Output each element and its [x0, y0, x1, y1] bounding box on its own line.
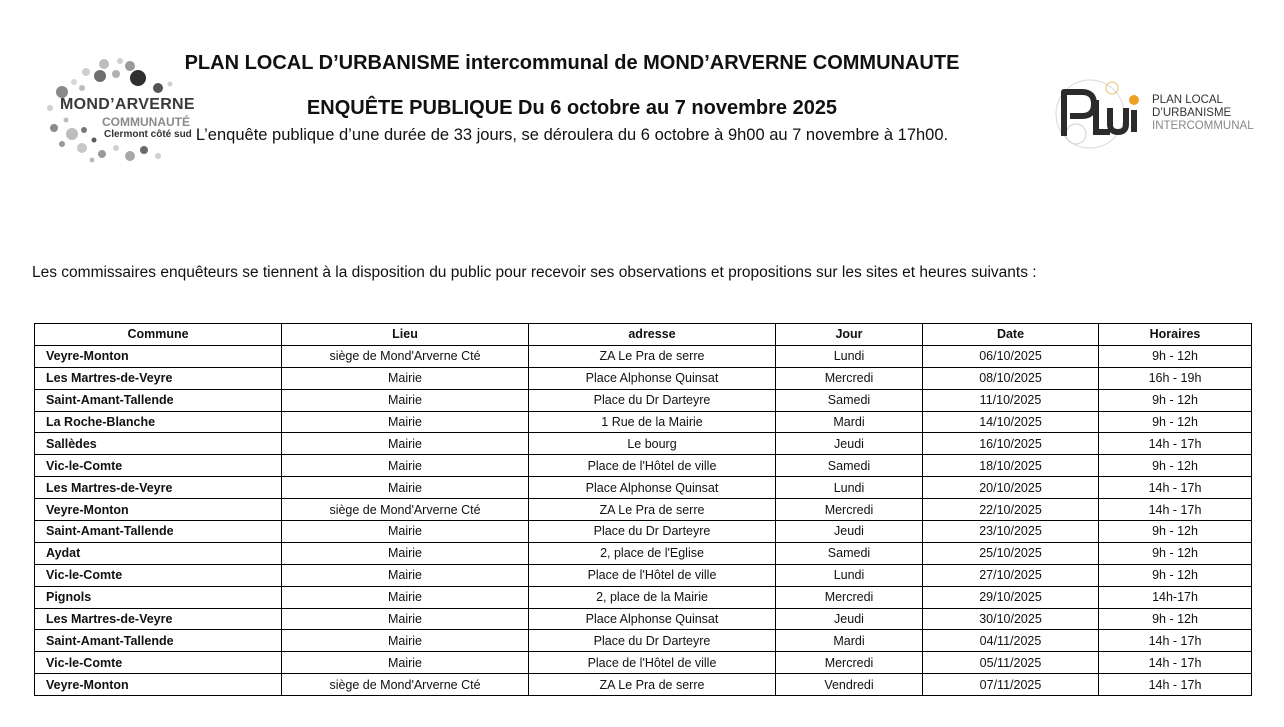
cell-horaires: 9h - 12h: [1099, 411, 1252, 433]
cell-adresse: Place Alphonse Quinsat: [529, 608, 776, 630]
cell-lieu: Mairie: [282, 411, 529, 433]
plui-logo: [1052, 74, 1277, 154]
plui-line3: INTERCOMMUNAL: [1152, 120, 1254, 132]
column-header-date: Date: [923, 324, 1099, 346]
plui-line2: D’URBANISME: [1152, 107, 1232, 119]
table-row: [35, 455, 1252, 477]
table-row: [35, 674, 1252, 696]
cell-jour: Jeudi: [776, 433, 923, 455]
cell-adresse: 2, place de l'Eglise: [529, 542, 776, 564]
column-header-jour: Jour: [776, 324, 923, 346]
cell-commune: Saint-Amant-Tallende: [35, 389, 282, 411]
cell-commune: Saint-Amant-Tallende: [35, 521, 282, 543]
cell-lieu: siège de Mond'Arverne Cté: [282, 674, 529, 696]
cell-adresse: 2, place de la Mairie: [529, 586, 776, 608]
cell-lieu: Mairie: [282, 477, 529, 499]
table-row: [35, 652, 1252, 674]
cell-horaires: 16h - 19h: [1099, 367, 1252, 389]
cell-horaires: 9h - 12h: [1099, 542, 1252, 564]
cell-date: 20/10/2025: [923, 477, 1099, 499]
cell-commune: Veyre-Monton: [35, 345, 282, 367]
cell-horaires: 14h - 17h: [1099, 652, 1252, 674]
cell-horaires: 9h - 12h: [1099, 455, 1252, 477]
cell-date: 14/10/2025: [923, 411, 1099, 433]
cell-adresse: ZA Le Pra de serre: [529, 674, 776, 696]
cell-commune: Vic-le-Comte: [35, 455, 282, 477]
cell-horaires: 14h - 17h: [1099, 499, 1252, 521]
cell-commune: Sallèdes: [35, 433, 282, 455]
intro-text: Les commissaires enquêteurs se tiennent à la disposition du public pour recevoir ses observations et propositions sur les sites et heures suivants :: [32, 264, 1037, 281]
table-body: [35, 345, 1252, 695]
cell-adresse: Place du Dr Darteyre: [529, 630, 776, 652]
table-row: [35, 433, 1252, 455]
cell-horaires: 14h - 17h: [1099, 477, 1252, 499]
cell-commune: Saint-Amant-Tallende: [35, 630, 282, 652]
cell-horaires: 14h - 17h: [1099, 674, 1252, 696]
cell-jour: Vendredi: [776, 674, 923, 696]
cell-commune: Les Martres-de-Veyre: [35, 367, 282, 389]
table-row: [35, 367, 1252, 389]
cell-date: 11/10/2025: [923, 389, 1099, 411]
cell-lieu: Mairie: [282, 455, 529, 477]
table-row: [35, 542, 1252, 564]
cell-jour: Jeudi: [776, 521, 923, 543]
cell-horaires: 14h-17h: [1099, 586, 1252, 608]
table-row: [35, 411, 1252, 433]
enquete-subtitle: L’enquête publique d’une durée de 33 jours, se déroulera du 6 octobre à 9h00 au 7 novembre à 17h00.: [195, 126, 949, 144]
cell-jour: Lundi: [776, 564, 923, 586]
cell-commune: Veyre-Monton: [35, 499, 282, 521]
cell-adresse: ZA Le Pra de serre: [529, 499, 776, 521]
column-header-horaires: Horaires: [1099, 324, 1252, 346]
cell-date: 30/10/2025: [923, 608, 1099, 630]
cell-commune: Veyre-Monton: [35, 674, 282, 696]
cell-lieu: Mairie: [282, 542, 529, 564]
cell-jour: Mardi: [776, 411, 923, 433]
cell-lieu: siège de Mond'Arverne Cté: [282, 345, 529, 367]
cell-lieu: siège de Mond'Arverne Cté: [282, 499, 529, 521]
column-header-adresse: adresse: [529, 324, 776, 346]
cell-jour: Mercredi: [776, 652, 923, 674]
cell-date: 05/11/2025: [923, 652, 1099, 674]
table-row: [35, 521, 1252, 543]
cell-date: 16/10/2025: [923, 433, 1099, 455]
cell-adresse: 1 Rue de la Mairie: [529, 411, 776, 433]
cell-date: 07/11/2025: [923, 674, 1099, 696]
cell-date: 22/10/2025: [923, 499, 1099, 521]
cell-horaires: 9h - 12h: [1099, 608, 1252, 630]
cell-horaires: 9h - 12h: [1099, 389, 1252, 411]
cell-date: 25/10/2025: [923, 542, 1099, 564]
plui-line1: PLAN LOCAL: [1152, 94, 1223, 106]
cell-adresse: ZA Le Pra de serre: [529, 345, 776, 367]
schedule-table: [34, 323, 1252, 696]
cell-jour: Samedi: [776, 389, 923, 411]
cell-adresse: Place de l'Hôtel de ville: [529, 652, 776, 674]
cell-jour: Jeudi: [776, 608, 923, 630]
cell-lieu: Mairie: [282, 652, 529, 674]
cell-lieu: Mairie: [282, 630, 529, 652]
cell-lieu: Mairie: [282, 586, 529, 608]
cell-jour: Samedi: [776, 455, 923, 477]
cell-horaires: 14h - 17h: [1099, 433, 1252, 455]
cell-date: 08/10/2025: [923, 367, 1099, 389]
cell-date: 06/10/2025: [923, 345, 1099, 367]
table-header: [35, 324, 1252, 346]
cell-adresse: Place Alphonse Quinsat: [529, 477, 776, 499]
table-row: [35, 630, 1252, 652]
cell-date: 04/11/2025: [923, 630, 1099, 652]
cell-adresse: Place de l'Hôtel de ville: [529, 455, 776, 477]
cell-lieu: Mairie: [282, 564, 529, 586]
table-row: [35, 564, 1252, 586]
cell-horaires: 9h - 12h: [1099, 521, 1252, 543]
cell-lieu: Mairie: [282, 389, 529, 411]
cell-jour: Mardi: [776, 630, 923, 652]
enquete-title: ENQUÊTE PUBLIQUE Du 6 octobre au 7 novembre 2025: [306, 97, 838, 119]
cell-jour: Samedi: [776, 542, 923, 564]
column-header-commune: Commune: [35, 324, 282, 346]
table-row: [35, 586, 1252, 608]
cell-commune: Les Martres-de-Veyre: [35, 608, 282, 630]
table-row: [35, 499, 1252, 521]
logo-name: MOND’ARVERNE: [60, 96, 195, 113]
cell-lieu: Mairie: [282, 367, 529, 389]
cell-commune: Vic-le-Comte: [35, 564, 282, 586]
cell-lieu: Mairie: [282, 433, 529, 455]
cell-adresse: Place du Dr Darteyre: [529, 521, 776, 543]
cell-adresse: Place Alphonse Quinsat: [529, 367, 776, 389]
table-row: [35, 477, 1252, 499]
cell-date: 23/10/2025: [923, 521, 1099, 543]
cell-adresse: Place du Dr Darteyre: [529, 389, 776, 411]
table-row: [35, 345, 1252, 367]
cell-horaires: 9h - 12h: [1099, 564, 1252, 586]
logo-tagline: Clermont côté sud: [104, 129, 192, 140]
cell-commune: Les Martres-de-Veyre: [35, 477, 282, 499]
cell-horaires: 14h - 17h: [1099, 630, 1252, 652]
cell-lieu: Mairie: [282, 521, 529, 543]
table-row: [35, 389, 1252, 411]
cell-date: 29/10/2025: [923, 586, 1099, 608]
page-title: PLAN LOCAL D’URBANISME intercommunal de MOND’ARVERNE COMMUNAUTE: [184, 52, 960, 74]
cell-jour: Mercredi: [776, 586, 923, 608]
cell-adresse: Le bourg: [529, 433, 776, 455]
cell-jour: Mercredi: [776, 499, 923, 521]
table-row: [35, 608, 1252, 630]
cell-jour: Lundi: [776, 345, 923, 367]
column-header-lieu: Lieu: [282, 324, 529, 346]
cell-horaires: 9h - 12h: [1099, 345, 1252, 367]
plui-mark-icon: [1052, 74, 1152, 154]
cell-date: 18/10/2025: [923, 455, 1099, 477]
cell-adresse: Place de l'Hôtel de ville: [529, 564, 776, 586]
cell-commune: Aydat: [35, 542, 282, 564]
cell-lieu: Mairie: [282, 608, 529, 630]
cell-jour: Mercredi: [776, 367, 923, 389]
cell-commune: Vic-le-Comte: [35, 652, 282, 674]
logo-sub: COMMUNAUTÉ: [102, 115, 190, 129]
cell-commune: Pignols: [35, 586, 282, 608]
cell-date: 27/10/2025: [923, 564, 1099, 586]
cell-commune: La Roche-Blanche: [35, 411, 282, 433]
cell-jour: Lundi: [776, 477, 923, 499]
